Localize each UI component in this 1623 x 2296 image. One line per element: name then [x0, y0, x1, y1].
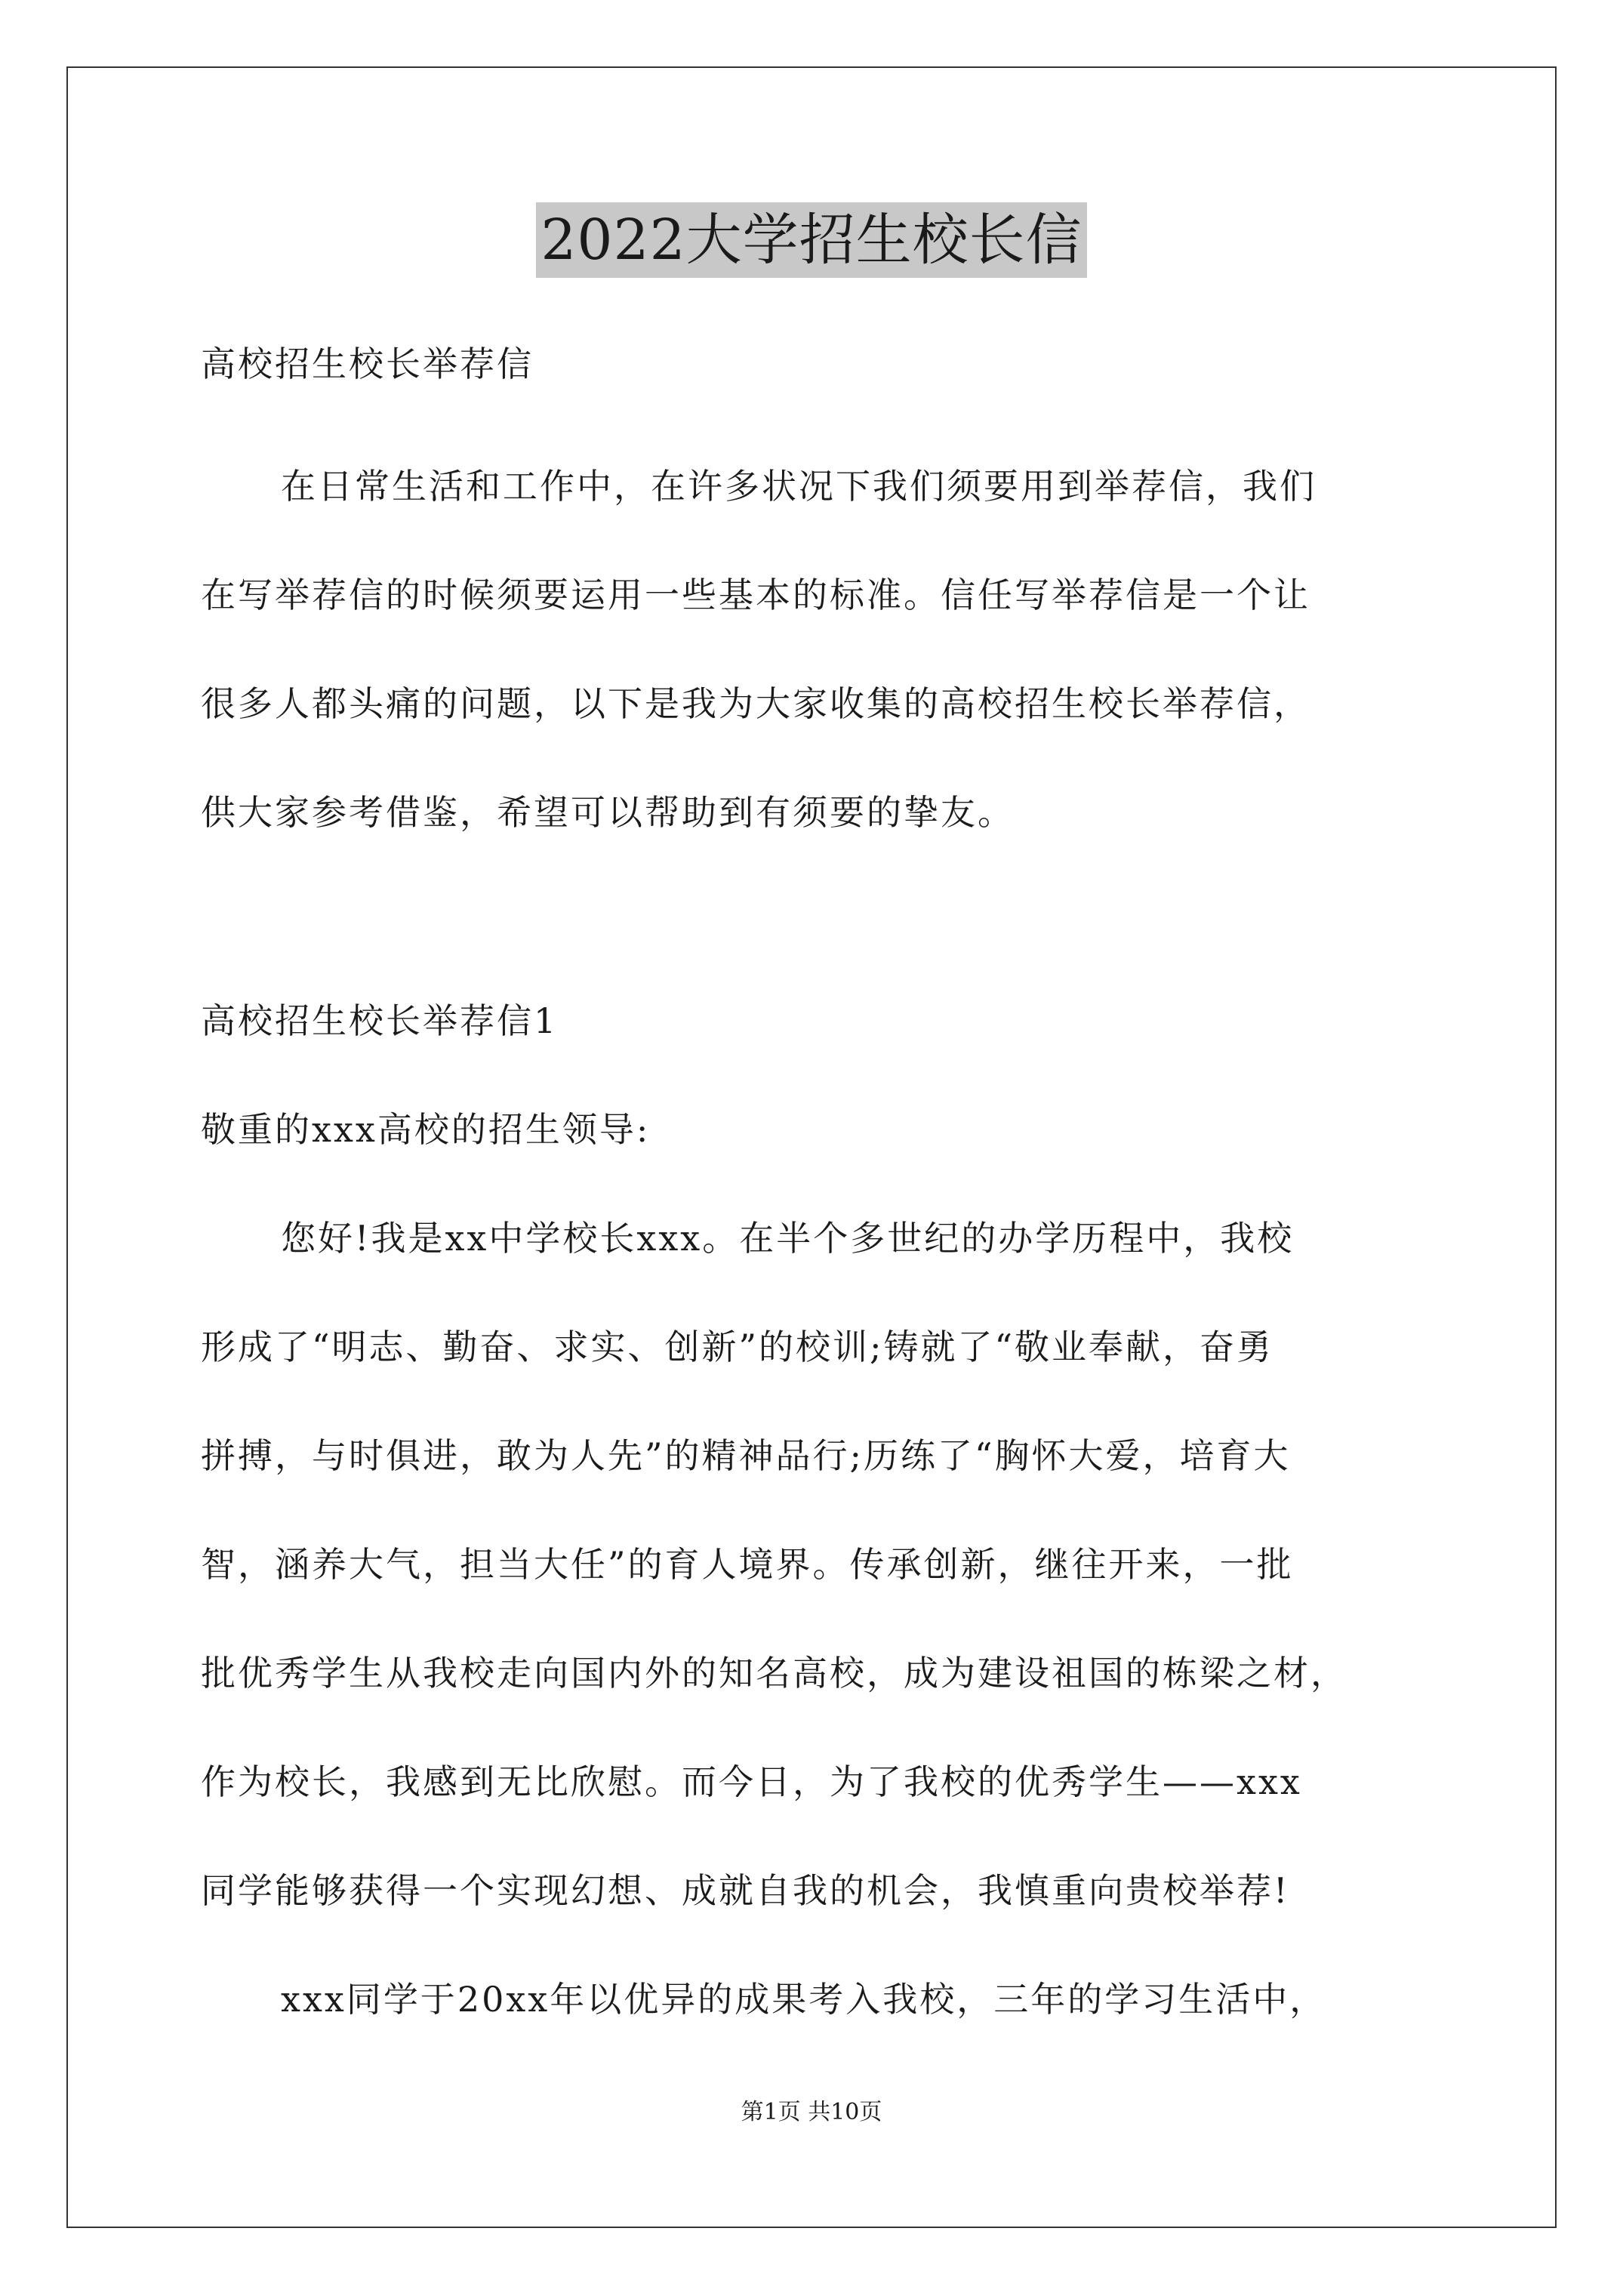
- paragraph-line: 您好!我是xx中学校长xxx。在半个多世纪的办学历程中，我校: [281, 1218, 1295, 1259]
- page-footer: 第1页 共10页: [741, 2099, 882, 2125]
- paragraph-line: 形成了“明志、勤奋、求实、创新”的校训;铸就了“敬业奉献，奋勇: [201, 1327, 1274, 1367]
- salutation: 敬重的xxx高校的招生领导:: [201, 1109, 651, 1150]
- paragraph-line: 同学能够获得一个实现幻想、成就自我的机会，我慎重向贵校举荐!: [201, 1870, 1290, 1911]
- paragraph-line: 智，涵养大气，担当大任”的育人境界。传承创新，继往开来，一批: [201, 1544, 1294, 1585]
- paragraph-line: 拼搏，与时俱进，敢为人先”的精神品行;历练了“胸怀大爱，培育大: [201, 1435, 1291, 1476]
- paragraph-line: 很多人都头痛的问题，以下是我为大家收集的高校招生校长举荐信，: [201, 683, 1310, 724]
- paragraph-line: 供大家参考借鉴，希望可以帮助到有须要的挚友。: [201, 792, 1015, 833]
- paragraph-line: 作为校长，我感到无比欣慰。而今日，为了我校的优秀学生——xxx: [201, 1761, 1302, 1802]
- section-heading: 高校招生校长举荐信1: [201, 1000, 559, 1041]
- title-wrap: [0, 202, 1623, 278]
- paragraph-line: 批优秀学生从我校走向国内外的知名高校，成为建设祖国的栋梁之材，: [201, 1653, 1347, 1693]
- document-title: 2022大学招生校长信: [536, 202, 1086, 278]
- paragraph-line: 在日常生活和工作中，在许多状况下我们须要用到举荐信，我们: [281, 466, 1317, 507]
- paragraph-line: 在写举荐信的时候须要运用一些基本的标准。信任写举荐信是一个让: [201, 575, 1310, 615]
- paragraph-line: xxx同学于20xx年以优异的成果考入我校，三年的学习生活中，: [281, 1979, 1327, 2020]
- section-heading: 高校招生校长举荐信: [201, 344, 534, 384]
